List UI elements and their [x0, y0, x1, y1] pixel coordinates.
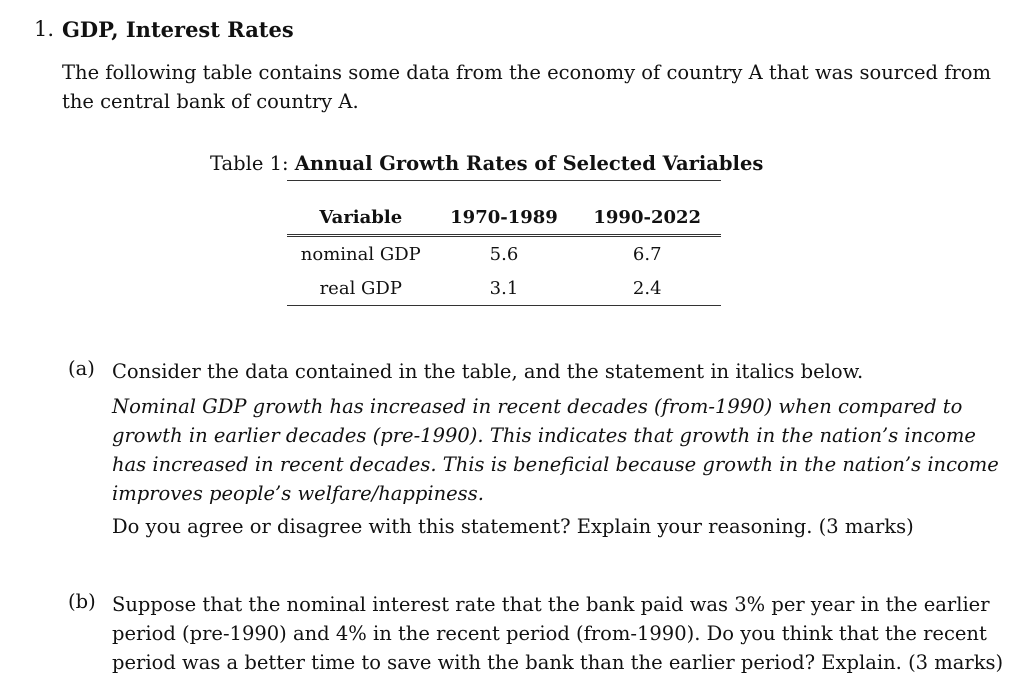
growth-rates-table: [287, 205, 721, 306]
row-nominal-gdp-1970-1989: 5.6: [489, 243, 519, 265]
part-a-question: Do you agree or disagree with this statement? Explain your reasoning. (3 marks): [112, 515, 914, 538]
table-caption: [210, 152, 763, 175]
row-real-gdp-variable: real GDP: [319, 277, 402, 299]
part-a-statement: Nominal GDP growth has increased in recent decades (from-1990) when compared to growth in earlier decades (pre-1990). This indicates that growth in the nation’s income has increased in recent decades. This is beneficial because growth in the nation’s income improves people’s welfare/happiness.: [112, 395, 999, 505]
table-row: [287, 236, 721, 272]
row-nominal-gdp-1990-2022: 6.7: [632, 243, 662, 265]
header-1990-2022: 1990-2022: [593, 207, 702, 228]
part-a-label: (a): [68, 357, 95, 380]
table-caption-title: Annual Growth Rates of Selected Variables: [294, 152, 764, 175]
question-number: 1.: [34, 17, 55, 41]
part-a-prompt: Consider the data contained in the table, and the statement in italics below.: [112, 360, 864, 383]
header-variable: Variable: [319, 207, 403, 228]
table-caption-label: Table 1:: [210, 152, 289, 175]
intro-paragraph: The following table contains some data from the economy of country A that was sourced from the central bank of country A.: [62, 61, 992, 113]
part-b-label: (b): [68, 590, 96, 613]
part-b-text: Suppose that the nominal interest rate that the bank paid was 3% per year in the earlier period (pre-1990) and 4% in the recent period (from-1990). Do you think that the recent period was a better time to save with the bank than the earlier period? Explain. (3 marks): [112, 593, 1004, 674]
row-real-gdp-1970-1989: 3.1: [489, 277, 519, 299]
caption-underline: [287, 180, 721, 181]
question-title: GDP, Interest Rates: [62, 17, 294, 42]
row-real-gdp-1990-2022: 2.4: [632, 277, 662, 299]
row-nominal-gdp-variable: nominal GDP: [300, 243, 421, 265]
header-1970-1989: 1970-1989: [450, 207, 558, 228]
table-header-row: [287, 205, 721, 236]
table-row: [287, 271, 721, 306]
